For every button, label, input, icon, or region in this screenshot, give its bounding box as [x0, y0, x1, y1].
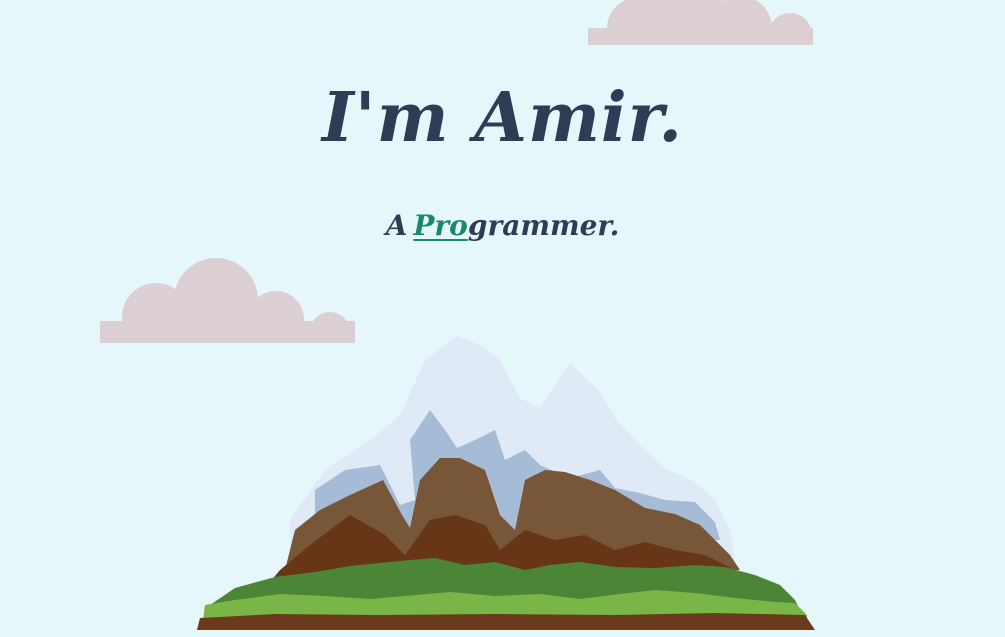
page-title: I'm Amir. [321, 78, 684, 158]
tagline [0, 208, 1005, 244]
tagline-suffix: grammer. [467, 209, 620, 242]
pro-link[interactable]: Pro [413, 209, 468, 242]
mountain-illustration [195, 330, 820, 630]
tagline-prefix: A [385, 209, 408, 242]
cloud-icon [585, 0, 815, 45]
